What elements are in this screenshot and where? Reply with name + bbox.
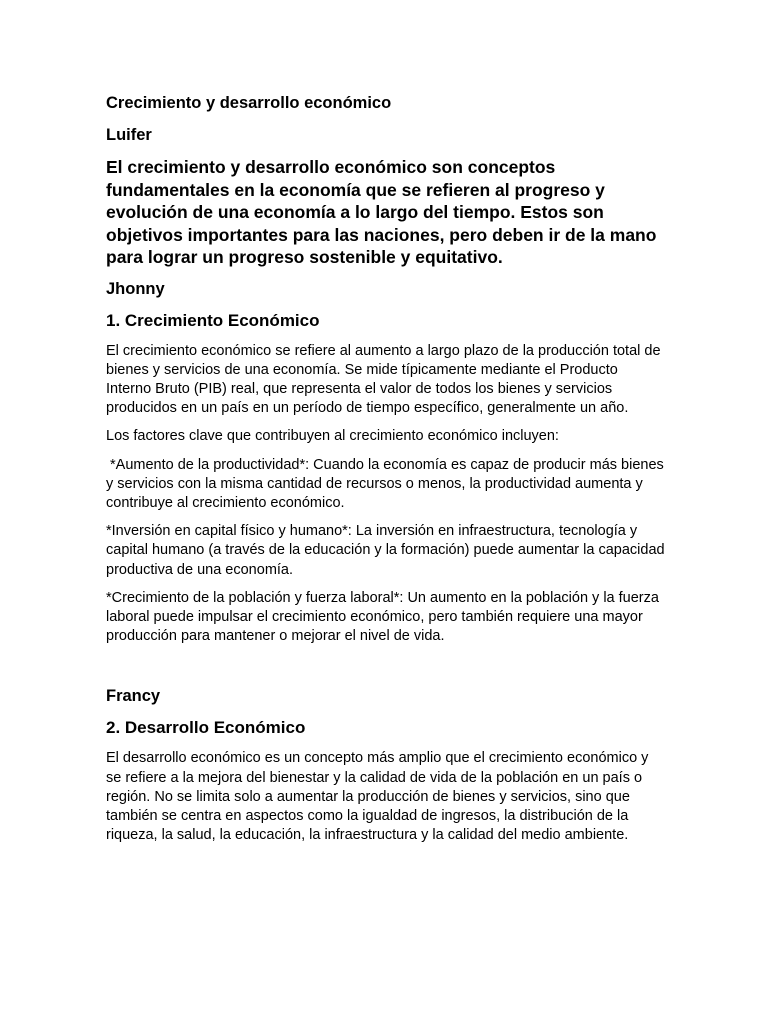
- paragraph-desarrollo-definition: El desarrollo económico es un concepto más amplio que el crecimiento económico y se refiere a la mejora del bienestar y la calidad de vida de la población en un país o región. No se limita solo a aumentar la producción de bienes y servicios, sino que también se centra en aspectos como la igualdad de ingresos, la distribución de la riqueza, la salud, la educación, la infraestructura y la calidad del medio ambiente.: [106, 750, 649, 844]
- section-heading-desarrollo: 2. Desarrollo Económico: [106, 718, 306, 738]
- author-luifer: Luifer: [106, 126, 152, 144]
- section-spacer: [106, 655, 666, 685]
- section-heading-crecimiento: 1. Crecimiento Económico: [106, 310, 320, 330]
- paragraph-productividad: *Aumento de la productividad*: Cuando la economía es capaz de producir más bienes y servicios con la misma cantidad de recursos o menos, la productividad aumenta y contribuye al crecimiento económico.: [106, 456, 668, 511]
- paragraph-factors-intro: Los factores clave que contribuyen al crecimiento económico incluyen:: [106, 428, 559, 445]
- paragraph-inversion: *Inversión en capital físico y humano*: La inversión en infraestructura, tecnología y capital humano (a través de la educación y la formación) puede aumentar la capacidad productiva de una economía.: [106, 523, 665, 578]
- intro-paragraph: El crecimiento y desarrollo económico son conceptos fundamentales en la economía que se refieren al progreso y evolución de una economía a lo largo del tiempo. Estos son objetivos importantes para las naciones, pero deben ir de la mano para lograr un progreso sostenible y equitativo.: [106, 157, 657, 267]
- author-jhonny: Jhonny: [106, 279, 165, 298]
- paragraph-poblacion: *Crecimiento de la población y fuerza laboral*: Un aumento en la población y la fuerza laboral puede impulsar el crecimiento económico, pero también requiere una mayor producción para mantener o mejorar el nivel de vida.: [106, 589, 659, 645]
- author-francy: Francy: [106, 687, 161, 706]
- document-title: Crecimiento y desarrollo económico: [106, 94, 392, 112]
- paragraph-definition: El crecimiento económico se refiere al aumento a largo plazo de la producción total de bienes y servicios de una economía. Se mide típicamente mediante el Producto Interno Bruto (PIB) real, que representa el valor de todos los bienes y servicios producidos en un país en un período de tiempo específico, generalmente un año.: [106, 342, 661, 417]
- document-page: [106, 92, 666, 854]
